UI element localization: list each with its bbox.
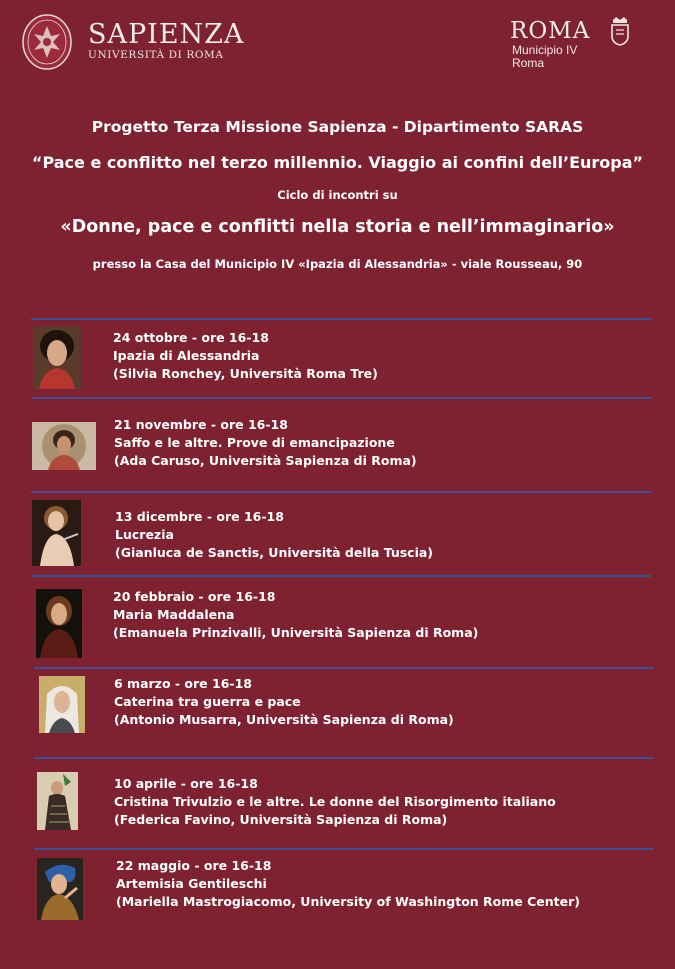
venue-line: presso la Casa del Municipio IV «Ipazia di Alessandria» - viale Rousseau, 90 xyxy=(92,257,583,271)
roma-logo xyxy=(510,18,590,70)
fresco-thumbnail xyxy=(32,422,96,470)
event-topic: Caterina tra guerra e pace xyxy=(114,694,301,709)
event-date: 10 aprile - ore 16-18 xyxy=(114,776,258,791)
event-text xyxy=(114,775,556,829)
separator xyxy=(34,757,654,759)
event-topic: Maria Maddalena xyxy=(113,607,235,622)
event-speaker: (Silvia Ronchey, Università Roma Tre) xyxy=(113,366,378,381)
portrait-woman-thumbnail xyxy=(33,326,81,389)
separator xyxy=(31,318,651,320)
event-topic: Lucrezia xyxy=(115,527,174,542)
event-topic: Cristina Trivulzio e le altre. Le donne del Risorgimento italiano xyxy=(114,794,556,809)
roma-crest-icon xyxy=(610,16,630,46)
roma-wordmark: ROMA xyxy=(510,18,591,44)
event-topic: Saffo e le altre. Prove di emancipazione xyxy=(114,435,395,450)
separator xyxy=(34,848,654,850)
university-subtitle: UNIVERSITÀ DI ROMA xyxy=(88,49,224,61)
event-topic: Artemisia Gentileschi xyxy=(116,876,267,891)
lucretia-thumbnail xyxy=(32,500,81,566)
header xyxy=(0,0,675,95)
separator xyxy=(31,491,651,493)
event-speaker: (Gianluca de Sanctis, Università della Tuscia) xyxy=(115,545,434,560)
series-title: «Donne, pace e conflitti nella storia e nell’immaginario» xyxy=(60,217,615,237)
cycle-line: Ciclo di incontri su xyxy=(277,188,398,202)
event-speaker: (Mariella Mastrogiacomo, University of Washington Rome Center) xyxy=(116,894,581,909)
maddalena-thumbnail xyxy=(36,589,82,658)
sapienza-logo xyxy=(88,20,244,61)
event-speaker: (Antonio Musarra, Università Sapienza di Roma) xyxy=(114,712,454,727)
artemisia-thumbnail xyxy=(37,858,83,920)
event-date: 6 marzo - ore 16-18 xyxy=(114,676,252,691)
event-date: 22 maggio - ore 16-18 xyxy=(116,858,272,873)
project-line: Progetto Terza Missione Sapienza - Dipartimento SARAS xyxy=(91,118,584,136)
event-date: 24 ottobre - ore 16-18 xyxy=(113,330,269,345)
separator xyxy=(34,667,654,669)
event-text xyxy=(114,675,454,729)
sapienza-seal-icon xyxy=(22,14,72,70)
event-speaker: (Federica Favino, Università Sapienza di Roma) xyxy=(114,812,448,827)
event-speaker: (Ada Caruso, Università Sapienza di Roma) xyxy=(114,453,417,468)
risorgimento-thumbnail xyxy=(37,772,78,830)
event-text xyxy=(113,588,478,642)
event-text xyxy=(115,508,433,562)
university-name: SAPIENZA xyxy=(88,19,245,50)
municipio-line1: Municipio IV xyxy=(512,43,578,57)
event-text xyxy=(116,857,580,911)
caterina-thumbnail xyxy=(39,676,85,733)
event-date: 20 febbraio - ore 16-18 xyxy=(113,589,276,604)
event-topic: Ipazia di Alessandria xyxy=(113,348,260,363)
event-date: 13 dicembre - ore 16-18 xyxy=(115,509,284,524)
separator xyxy=(31,575,651,577)
event-date: 21 novembre - ore 16-18 xyxy=(114,417,288,432)
event-text xyxy=(114,416,417,470)
subtitle-line: “Pace e conflitto nel terzo millennio. Viaggio ai confini dell’Europa” xyxy=(31,153,644,172)
municipio-line2: Roma xyxy=(512,56,545,70)
event-text xyxy=(113,329,378,383)
event-speaker: (Emanuela Prinzivalli, Università Sapienza di Roma) xyxy=(113,625,479,640)
separator xyxy=(31,397,651,399)
